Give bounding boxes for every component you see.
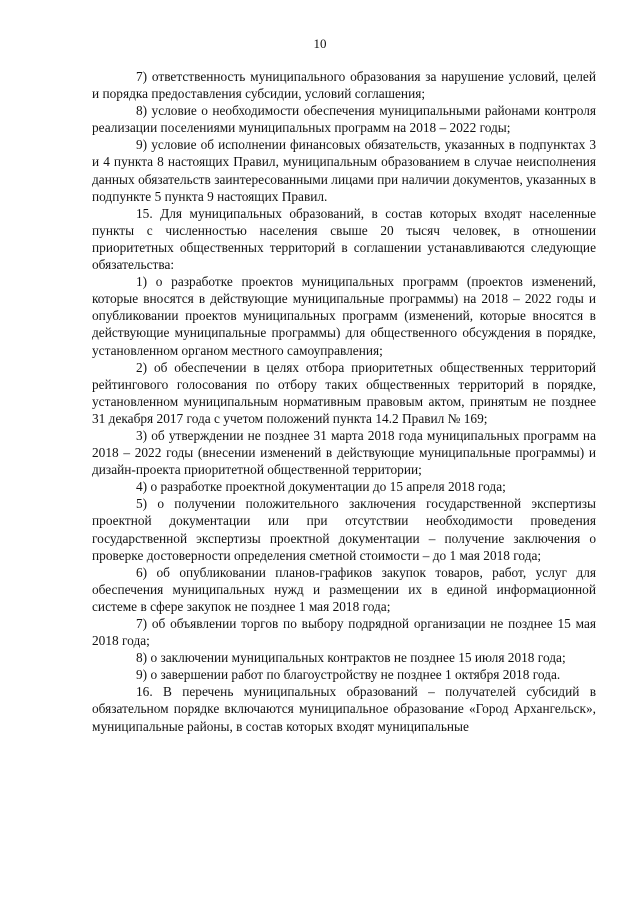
paragraph-item-4-project-documentation: 4) о разработке проектной документации до 15 апреля 2018 года; (136, 479, 506, 495)
paragraph-item-7-tender: 7) об объявлении торгов по выбору подрядной организации не позднее 15 мая 2018 года; (92, 616, 596, 649)
paragraph-item-8-control-condition: 8) условие о необходимости обеспечения муниципальными районами контроля реализации поселениями муниципальных программ на 2018 – 2022 годы; (92, 103, 596, 136)
paragraph-item-9-completion: 9) о завершении работ по благоустройству не позднее 1 октября 2018 года. (136, 667, 561, 683)
document-body (92, 68, 596, 735)
paragraph-item-5-expert-review: 5) о получении положительного заключения государственной экспертизы проектной документации или при отсутствии необходимости проведения государственной экспертизы проектной документации – получение заключения о проверке достоверности определения сметной стоимости – до 1 мая 2018 года; (92, 496, 596, 563)
paragraph-clause-16: 16. В перечень муниципальных образований – получателей субсидий в обязательном порядке включаются муниципальное образование «Город Архангельск», муниципальные районы, в состав которых входят муниципальные (92, 684, 596, 734)
paragraph-item-1-program-drafts: 1) о разработке проектов муниципальных программ (проектов изменений, которые вносятся в действующие муниципальные программы) на 2018 – 2022 годы и опубликовании проектов муниципальных программ (изменений, которые вносятся в действующие муниципальные программы) для общественного обсуждения в порядке, установленном органом местного самоуправления; (92, 274, 596, 358)
paragraph-item-3-program-approval: 3) об утверждении не позднее 31 марта 2018 года муниципальных программ на 2018 – 2022 годы (внесении изменений в действующие муниципальные программы) и дизайн-проекта приоритетной общественной территории; (92, 427, 596, 478)
paragraph-item-6-procurement-plans: 6) об опубликовании планов-графиков закупок товаров, работ, услуг для обеспечения муниципальных нужд и размещении их в единой информационной системе в сфере закупок не позднее 1 мая 2018 года; (92, 564, 596, 614)
paragraph-item-2-rating-vote: 2) об обеспечении в целях отбора приоритетных общественных территорий рейтингового голосования по отбору таких общественных территорий в порядке, установленном муниципальным нормативным правовым актом, принятым не позднее 31 декабря 2017 года с учетом положений пункта 14.2 Правил № 169; (92, 359, 596, 426)
paragraph-item-7-responsibility: 7) ответственность муниципального образования за нарушение условий, целей и порядка предоставления субсидии, условий соглашения; (92, 69, 596, 102)
paragraph-clause-15: 15. Для муниципальных образований, в состав которых входят населенные пункты с численностью населения свыше 20 тысяч человек, в отношении приоритетных общественных территорий в соглашении устанавливаются следующие обязательства: (92, 205, 596, 273)
paragraph-item-8-contracts: 8) о заключении муниципальных контрактов не позднее 15 июля 2018 года; (136, 650, 566, 666)
page-number: 10 (313, 36, 327, 51)
paragraph-item-9-financial-obligations: 9) условие об исполнении финансовых обязательств, указанных в подпунктах 3 и 4 пункта 8 настоящих Правил, муниципальным образованием в случае неисполнения данных обязательств заинтересованными лицами при наличии документов, указанных в подпункте 5 пункта 9 настоящих Правил. (92, 137, 596, 204)
